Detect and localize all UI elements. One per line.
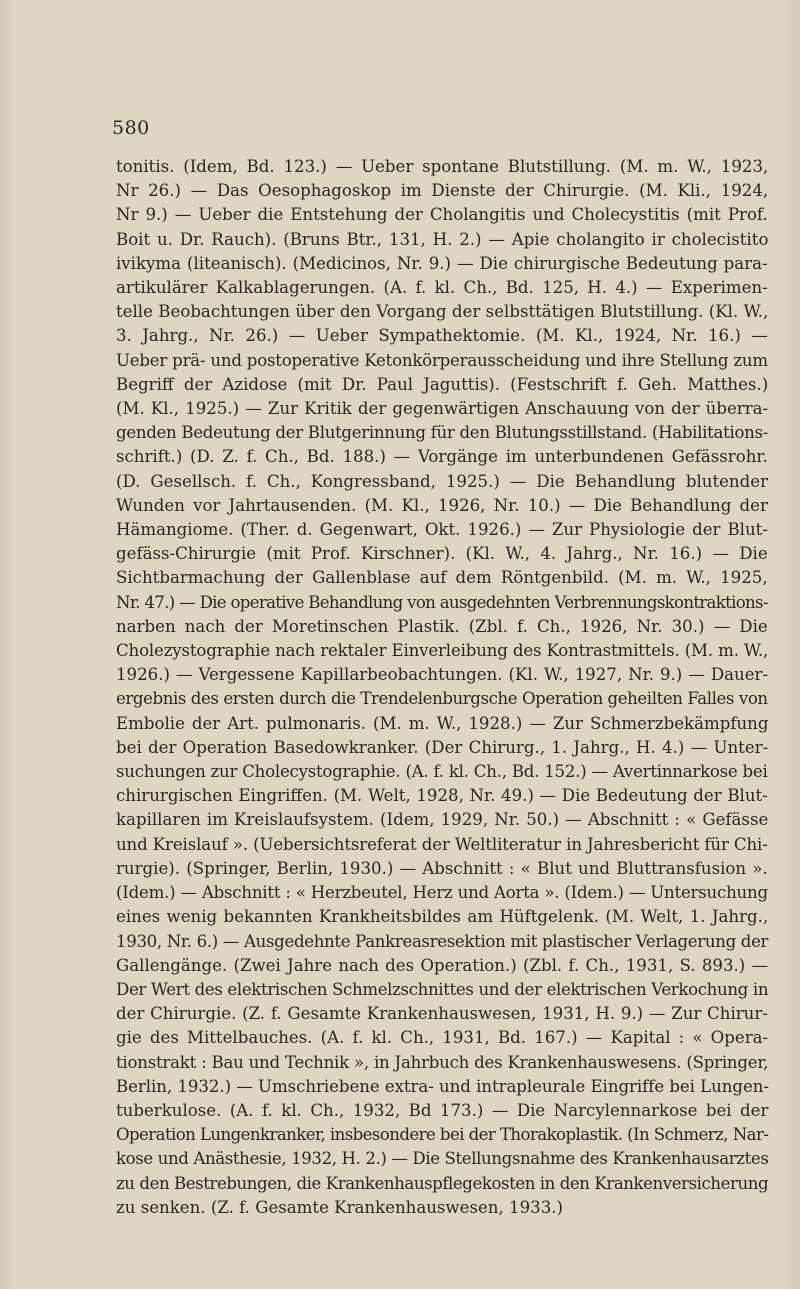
text-line: rurgie). (Springer, Berlin, 1930.) — Abschnitt : « Blut und Bluttransfusion ».: [116, 858, 768, 878]
text-line: Hämangiome. (Ther. d. Gegenwart, Okt. 1926.) — Zur Physiologie der Blut-: [116, 520, 768, 540]
text-line: Begriff der Azidose (mit Dr. Paul Jaguttis). (Festschrift f. Geh. Matthes.): [116, 374, 769, 394]
text-line: artikulärer Kalkablagerungen. (A. f. kl. Ch., Bd. 125, H. 4.) — Experimen-: [116, 278, 768, 298]
text-line: Nr 26.) — Das Oesophagoskop im Dienste der Chirurgie. (M. Kli., 1924,: [116, 181, 769, 201]
text-line: Operation Lungenkranker, insbesondere bei der Thorakoplastik. (In Schmerz, Nar-: [116, 1125, 769, 1145]
text-line: Der Wert des elektrischen Schmelzschnittes und der elektrischen Verkochung in: [116, 979, 769, 999]
text-line: ivikyma (liteanisch). (Medicinos, Nr. 9.) — Die chirurgische Bedeutung para-: [116, 253, 768, 273]
text-line: Nr. 47.) — Die operative Behandlung von ausgedehnten Verbrennungskontraktions-: [116, 592, 768, 612]
text-line: zu den Bestrebungen, die Krankenhauspflegekosten in den Krankenversicherung: [116, 1173, 769, 1193]
text-line: Wunden vor Jahrtausenden. (M. Kl., 1926, Nr. 10.) — Die Behandlung der: [116, 495, 768, 515]
text-line: zu senken. (Z. f. Gesamte Krankenhauswesen, 1933.): [116, 1197, 564, 1217]
text-line: 1930, Nr. 6.) — Ausgedehnte Pankreasresektion mit plastischer Verlagerung der: [116, 931, 769, 951]
text-line: und Kreislauf ». (Uebersichtsreferat der Weltliteratur in Jahresbericht für Chi-: [116, 834, 768, 854]
text-line: (D. Gesellsch. f. Ch., Kongressband, 1925.) — Die Behandlung blutender: [116, 471, 768, 491]
text-line: tonitis. (Idem, Bd. 123.) — Ueber spontane Blutstillung. (M. m. W., 1923,: [116, 157, 769, 176]
text-line: (M. Kl., 1925.) — Zur Kritik der gegenwärtigen Anschauung von der überra-: [116, 399, 769, 419]
text-line: tuberkulose. (A. f. kl. Ch., 1932, Bd 173.) — Die Narcylennarkose bei der: [116, 1100, 769, 1120]
text-line: der Chirurgie. (Z. f. Gesamte Krankenhauswesen, 1931, H. 9.) — Zur Chirur-: [116, 1004, 768, 1024]
text-line: 3. Jahrg., Nr. 26.) — Ueber Sympathektomie. (M. Kl., 1924, Nr. 16.) —: [116, 326, 768, 346]
text-line: tionstrakt : Bau und Technik », in Jahrbuch des Krankenhauswesens. (Springer,: [116, 1052, 769, 1072]
text-line: Embolie der Art. pulmonaris. (M. m. W., 1928.) — Zur Schmerzbekämpfung: [116, 713, 769, 733]
text-line: Berlin, 1932.) — Umschriebene extra- und intrapleurale Eingriffe bei Lungen-: [116, 1076, 769, 1096]
text-line: ergebnis des ersten durch die Trendelenburgsche Operation geheilten Falles von: [116, 689, 768, 709]
text-line: eines wenig bekannten Krankheitsbildes am Hüftgelenk. (M. Welt, 1. Jahrg.,: [116, 907, 769, 927]
text-line: narben nach der Moretinschen Plastik. (Zbl. f. Ch., 1926, Nr. 30.) — Die: [116, 616, 768, 636]
text-line: Boit u. Dr. Rauch). (Bruns Btr., 131, H. 2.) — Apie cholangito ir cholecistito: [116, 229, 769, 249]
text-line: gie des Mittelbauches. (A. f. kl. Ch., 1931, Bd. 167.) — Kapital : « Opera-: [116, 1028, 769, 1048]
text-line: telle Beobachtungen über den Vorgang der selbsttätigen Blutstillung. (Kl. W.,: [116, 302, 769, 322]
bibliography-text: [116, 155, 768, 1220]
text-line: chirurgischen Eingriffen. (M. Welt, 1928, Nr. 49.) — Die Bedeutung der Blut-: [116, 786, 768, 806]
text-line: suchungen zur Cholecystographie. (A. f. kl. Ch., Bd. 152.) — Avertinnarkose bei: [116, 762, 768, 782]
text-line: Nr 9.) — Ueber die Entstehung der Cholangitis und Cholecystitis (mit Prof.: [116, 205, 768, 225]
text-line: kose und Anästhesie, 1932, H. 2.) — Die Stellungsnahme des Krankenhausarztes: [116, 1149, 769, 1169]
text-line: genden Bedeutung der Blutgerinnung für den Blutungsstillstand. (Habilitations-: [116, 423, 769, 443]
text-line: 1926.) — Vergessene Kapillarbeobachtungen. (Kl. W., 1927, Nr. 9.) — Dauer-: [116, 665, 769, 685]
page-number: 580: [112, 117, 150, 139]
text-line: Sichtbarmachung der Gallenblase auf dem Röntgenbild. (M. m. W., 1925,: [116, 568, 768, 588]
text-line: Cholezystographie nach rektaler Einverleibung des Kontrastmittels. (M. m. W.,: [116, 641, 769, 661]
text-line: (Idem.) — Abschnitt : « Herzbeutel, Herz und Aorta ». (Idem.) — Untersuchung: [116, 883, 768, 903]
text-line: Ueber prä- und postoperative Ketonkörperausscheidung und ihre Stellung zum: [116, 350, 768, 370]
text-line: Gallengänge. (Zwei Jahre nach des Operation.) (Zbl. f. Ch., 1931, S. 893.) —: [116, 955, 769, 975]
text-line: bei der Operation Basedowkranker. (Der Chirurg., 1. Jahrg., H. 4.) — Unter-: [116, 737, 769, 757]
text-line: gefäss-Chirurgie (mit Prof. Kirschner). (Kl. W., 4. Jahrg., Nr. 16.) — Die: [116, 544, 768, 564]
text-line: kapillaren im Kreislaufsystem. (Idem, 1929, Nr. 50.) — Abschnitt : « Gefässe: [116, 810, 769, 830]
text-line: schrift.) (D. Z. f. Ch., Bd. 188.) — Vorgänge im unterbundenen Gefässrohr.: [116, 447, 768, 467]
